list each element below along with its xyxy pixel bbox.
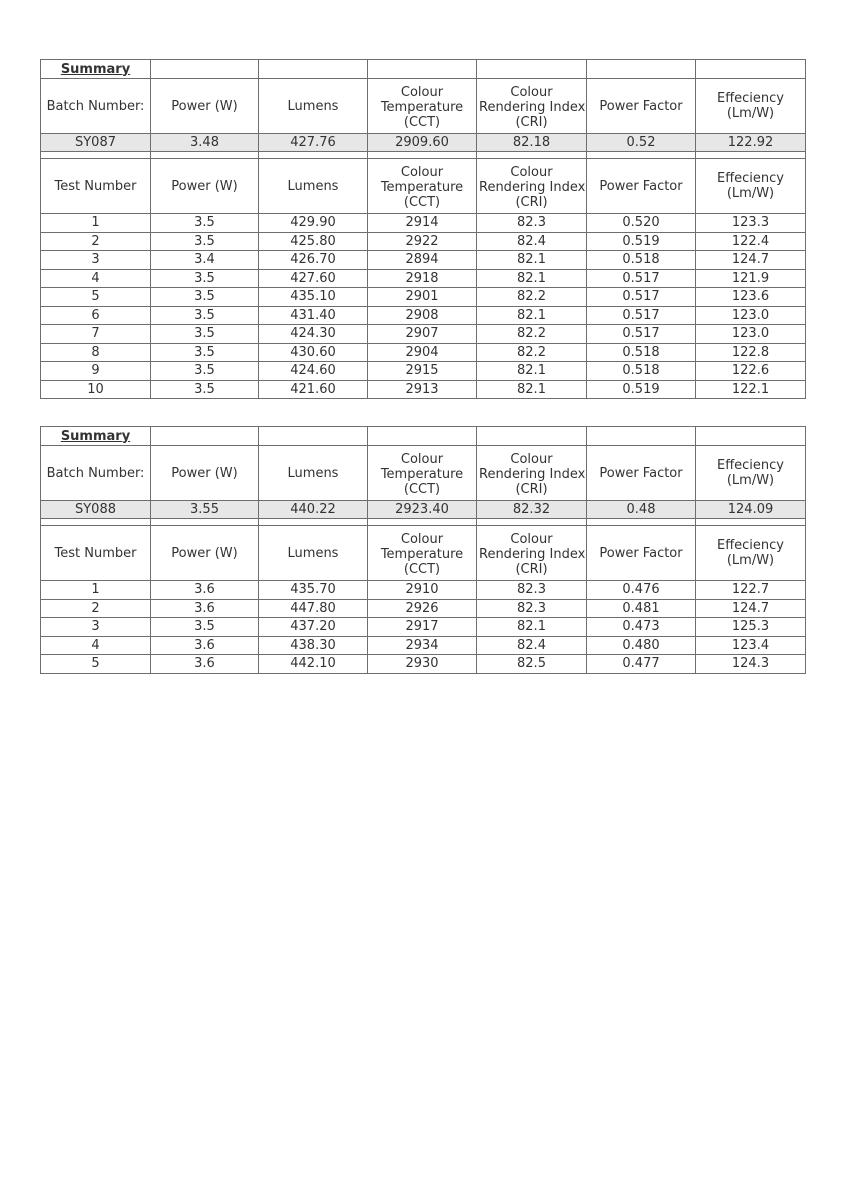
test-number: 4 <box>41 269 151 288</box>
batch-cri: 82.18 <box>477 134 587 152</box>
test-cct: 2926 <box>368 599 477 618</box>
header-efficiency <box>696 446 806 501</box>
test-cri: 82.1 <box>477 306 587 325</box>
test-cri: 82.1 <box>477 618 587 637</box>
test-cct: 2901 <box>368 288 477 307</box>
test-row <box>41 251 806 270</box>
test-row <box>41 599 806 618</box>
header-cri-line2: Rendering Index <box>479 467 586 482</box>
header-power-factor: Power Factor <box>587 526 696 581</box>
header-cct-line1: Colour <box>400 85 444 100</box>
test-row <box>41 306 806 325</box>
header-lumens: Lumens <box>259 159 368 214</box>
test-power-factor: 0.476 <box>587 581 696 600</box>
test-cri: 82.4 <box>477 636 587 655</box>
test-lumens: 424.30 <box>259 325 368 344</box>
test-power-factor: 0.477 <box>587 655 696 674</box>
test-cri: 82.4 <box>477 232 587 251</box>
test-cri: 82.2 <box>477 343 587 362</box>
test-cct: 2918 <box>368 269 477 288</box>
header-cri-line1: Colour <box>510 85 553 100</box>
test-power-factor: 0.518 <box>587 362 696 381</box>
batch-power: 3.48 <box>151 134 259 152</box>
test-row <box>41 325 806 344</box>
test-lumens: 438.30 <box>259 636 368 655</box>
test-row <box>41 618 806 637</box>
batch-cri: 82.32 <box>477 501 587 519</box>
test-number: 9 <box>41 362 151 381</box>
header-cri <box>477 446 587 501</box>
test-header-row <box>41 526 806 581</box>
test-cct: 2913 <box>368 380 477 399</box>
batch-power: 3.55 <box>151 501 259 519</box>
batch-efficiency: 124.09 <box>696 501 806 519</box>
test-lumens: 447.80 <box>259 599 368 618</box>
summary-title: Summary <box>41 427 151 446</box>
batch-number: SY087 <box>41 134 151 152</box>
header-cri <box>477 79 587 134</box>
header-efficiency-line2: (Lm/W) <box>726 186 775 201</box>
header-cct-line1: Colour <box>400 532 444 547</box>
test-lumens: 424.60 <box>259 362 368 381</box>
header-cri-line3: (CRI) <box>515 115 548 130</box>
header-cct-line3: (CCT) <box>403 562 441 577</box>
header-cri <box>477 159 587 214</box>
header-cct-line2: Temperature <box>380 100 464 115</box>
header-test-number: Test Number <box>41 526 151 581</box>
header-efficiency-line1: Effeciency <box>716 91 784 106</box>
batch-power-factor: 0.52 <box>587 134 696 152</box>
header-cct <box>368 159 477 214</box>
test-number: 1 <box>41 214 151 233</box>
header-power-factor: Power Factor <box>587 79 696 134</box>
test-cct: 2934 <box>368 636 477 655</box>
test-cct: 2904 <box>368 343 477 362</box>
test-power-factor: 0.480 <box>587 636 696 655</box>
test-cct: 2910 <box>368 581 477 600</box>
test-power-factor: 0.517 <box>587 306 696 325</box>
test-lumens: 427.60 <box>259 269 368 288</box>
test-lumens: 435.10 <box>259 288 368 307</box>
header-cri-line2: Rendering Index <box>479 100 586 115</box>
batch-power-factor: 0.48 <box>587 501 696 519</box>
test-number: 2 <box>41 599 151 618</box>
header-cri-line1: Colour <box>510 532 553 547</box>
test-power: 3.5 <box>151 269 259 288</box>
test-row <box>41 636 806 655</box>
test-cri: 82.5 <box>477 655 587 674</box>
batch-table-sy088 <box>40 426 806 674</box>
header-cri-line1: Colour <box>510 165 553 180</box>
test-lumens: 437.20 <box>259 618 368 637</box>
test-efficiency: 122.4 <box>696 232 806 251</box>
test-cri: 82.3 <box>477 581 587 600</box>
header-lumens: Lumens <box>259 446 368 501</box>
summary-header-row <box>41 446 806 501</box>
header-batch-number: Batch Number: <box>41 446 151 501</box>
test-power: 3.5 <box>151 362 259 381</box>
test-row <box>41 343 806 362</box>
test-cct: 2908 <box>368 306 477 325</box>
header-cri <box>477 526 587 581</box>
test-power: 3.5 <box>151 232 259 251</box>
test-row <box>41 581 806 600</box>
header-efficiency <box>696 79 806 134</box>
spacer-row <box>41 519 806 526</box>
batch-number: SY088 <box>41 501 151 519</box>
test-power: 3.4 <box>151 251 259 270</box>
batch-lumens: 427.76 <box>259 134 368 152</box>
header-cct <box>368 526 477 581</box>
test-row <box>41 269 806 288</box>
batch-summary-row <box>41 501 806 519</box>
test-cri: 82.3 <box>477 214 587 233</box>
header-efficiency-line2: (Lm/W) <box>726 106 775 121</box>
test-cct: 2915 <box>368 362 477 381</box>
test-cri: 82.2 <box>477 288 587 307</box>
header-cct-line3: (CCT) <box>403 195 441 210</box>
header-cct-line3: (CCT) <box>403 115 441 130</box>
header-efficiency-line2: (Lm/W) <box>726 553 775 568</box>
header-batch-number: Batch Number: <box>41 79 151 134</box>
header-power: Power (W) <box>151 446 259 501</box>
test-power: 3.6 <box>151 581 259 600</box>
spacer-row <box>41 152 806 159</box>
test-power: 3.5 <box>151 214 259 233</box>
test-lumens: 431.40 <box>259 306 368 325</box>
test-number: 4 <box>41 636 151 655</box>
header-efficiency-line1: Effeciency <box>716 538 784 553</box>
test-power-factor: 0.517 <box>587 325 696 344</box>
test-row <box>41 380 806 399</box>
test-row <box>41 232 806 251</box>
test-power-factor: 0.518 <box>587 251 696 270</box>
test-lumens: 430.60 <box>259 343 368 362</box>
test-power: 3.5 <box>151 618 259 637</box>
test-efficiency: 122.6 <box>696 362 806 381</box>
test-efficiency: 123.0 <box>696 306 806 325</box>
header-efficiency-line1: Effeciency <box>716 171 784 186</box>
test-power: 3.5 <box>151 325 259 344</box>
test-cri: 82.1 <box>477 269 587 288</box>
test-row <box>41 655 806 674</box>
header-cct-line2: Temperature <box>380 180 464 195</box>
test-efficiency: 124.7 <box>696 599 806 618</box>
test-number: 5 <box>41 288 151 307</box>
test-power-factor: 0.518 <box>587 343 696 362</box>
test-power-factor: 0.519 <box>587 232 696 251</box>
test-efficiency: 122.8 <box>696 343 806 362</box>
test-cct: 2894 <box>368 251 477 270</box>
test-power-factor: 0.517 <box>587 269 696 288</box>
header-test-number: Test Number <box>41 159 151 214</box>
test-number: 3 <box>41 618 151 637</box>
header-lumens: Lumens <box>259 79 368 134</box>
test-cct: 2907 <box>368 325 477 344</box>
test-cct: 2922 <box>368 232 477 251</box>
batch-cct: 2923.40 <box>368 501 477 519</box>
header-efficiency-line2: (Lm/W) <box>726 473 775 488</box>
test-efficiency: 123.0 <box>696 325 806 344</box>
header-efficiency <box>696 526 806 581</box>
test-power: 3.6 <box>151 599 259 618</box>
test-power-factor: 0.517 <box>587 288 696 307</box>
test-power: 3.6 <box>151 636 259 655</box>
test-lumens: 429.90 <box>259 214 368 233</box>
test-efficiency: 124.7 <box>696 251 806 270</box>
test-cct: 2930 <box>368 655 477 674</box>
test-number: 5 <box>41 655 151 674</box>
test-efficiency: 122.7 <box>696 581 806 600</box>
test-efficiency: 123.3 <box>696 214 806 233</box>
header-efficiency <box>696 159 806 214</box>
test-lumens: 421.60 <box>259 380 368 399</box>
test-power: 3.5 <box>151 288 259 307</box>
header-cri-line3: (CRI) <box>515 195 548 210</box>
header-power: Power (W) <box>151 79 259 134</box>
test-cct: 2917 <box>368 618 477 637</box>
summary-title-row <box>41 427 806 446</box>
header-cct <box>368 446 477 501</box>
test-efficiency: 121.9 <box>696 269 806 288</box>
test-power-factor: 0.520 <box>587 214 696 233</box>
batch-table-sy087 <box>40 59 806 399</box>
test-cri: 82.3 <box>477 599 587 618</box>
test-power: 3.5 <box>151 306 259 325</box>
test-power-factor: 0.481 <box>587 599 696 618</box>
test-row <box>41 288 806 307</box>
test-lumens: 435.70 <box>259 581 368 600</box>
test-number: 10 <box>41 380 151 399</box>
test-lumens: 442.10 <box>259 655 368 674</box>
test-row <box>41 362 806 381</box>
header-cct-line3: (CCT) <box>403 482 441 497</box>
header-lumens: Lumens <box>259 526 368 581</box>
test-efficiency: 125.3 <box>696 618 806 637</box>
test-number: 8 <box>41 343 151 362</box>
test-lumens: 425.80 <box>259 232 368 251</box>
header-cri-line2: Rendering Index <box>479 180 586 195</box>
test-power: 3.5 <box>151 380 259 399</box>
test-row <box>41 214 806 233</box>
batch-summary-row <box>41 134 806 152</box>
header-cri-line2: Rendering Index <box>479 547 586 562</box>
batch-efficiency: 122.92 <box>696 134 806 152</box>
batch-lumens: 440.22 <box>259 501 368 519</box>
test-efficiency: 124.3 <box>696 655 806 674</box>
test-power-factor: 0.519 <box>587 380 696 399</box>
test-number: 3 <box>41 251 151 270</box>
test-number: 7 <box>41 325 151 344</box>
summary-title: Summary <box>41 60 151 79</box>
header-power: Power (W) <box>151 159 259 214</box>
header-cct-line2: Temperature <box>380 547 464 562</box>
header-cri-line1: Colour <box>510 452 553 467</box>
header-cct-line2: Temperature <box>380 467 464 482</box>
test-number: 6 <box>41 306 151 325</box>
header-power-factor: Power Factor <box>587 446 696 501</box>
summary-title-row <box>41 60 806 79</box>
test-power-factor: 0.473 <box>587 618 696 637</box>
header-cct-line1: Colour <box>400 452 444 467</box>
test-lumens: 426.70 <box>259 251 368 270</box>
test-efficiency: 122.1 <box>696 380 806 399</box>
batch-table-body <box>41 60 806 399</box>
header-cri-line3: (CRI) <box>515 562 548 577</box>
header-power-factor: Power Factor <box>587 159 696 214</box>
test-efficiency: 123.4 <box>696 636 806 655</box>
test-power: 3.5 <box>151 343 259 362</box>
test-number: 2 <box>41 232 151 251</box>
test-cct: 2914 <box>368 214 477 233</box>
header-power: Power (W) <box>151 526 259 581</box>
batch-cct: 2909.60 <box>368 134 477 152</box>
summary-header-row <box>41 79 806 134</box>
header-cct-line1: Colour <box>400 165 444 180</box>
test-cri: 82.1 <box>477 251 587 270</box>
test-header-row <box>41 159 806 214</box>
test-power: 3.6 <box>151 655 259 674</box>
header-cri-line3: (CRI) <box>515 482 548 497</box>
test-cri: 82.1 <box>477 362 587 381</box>
header-cct <box>368 79 477 134</box>
test-cri: 82.1 <box>477 380 587 399</box>
batch-table-body <box>41 427 806 674</box>
test-cri: 82.2 <box>477 325 587 344</box>
header-efficiency-line1: Effeciency <box>716 458 784 473</box>
test-number: 1 <box>41 581 151 600</box>
test-efficiency: 123.6 <box>696 288 806 307</box>
